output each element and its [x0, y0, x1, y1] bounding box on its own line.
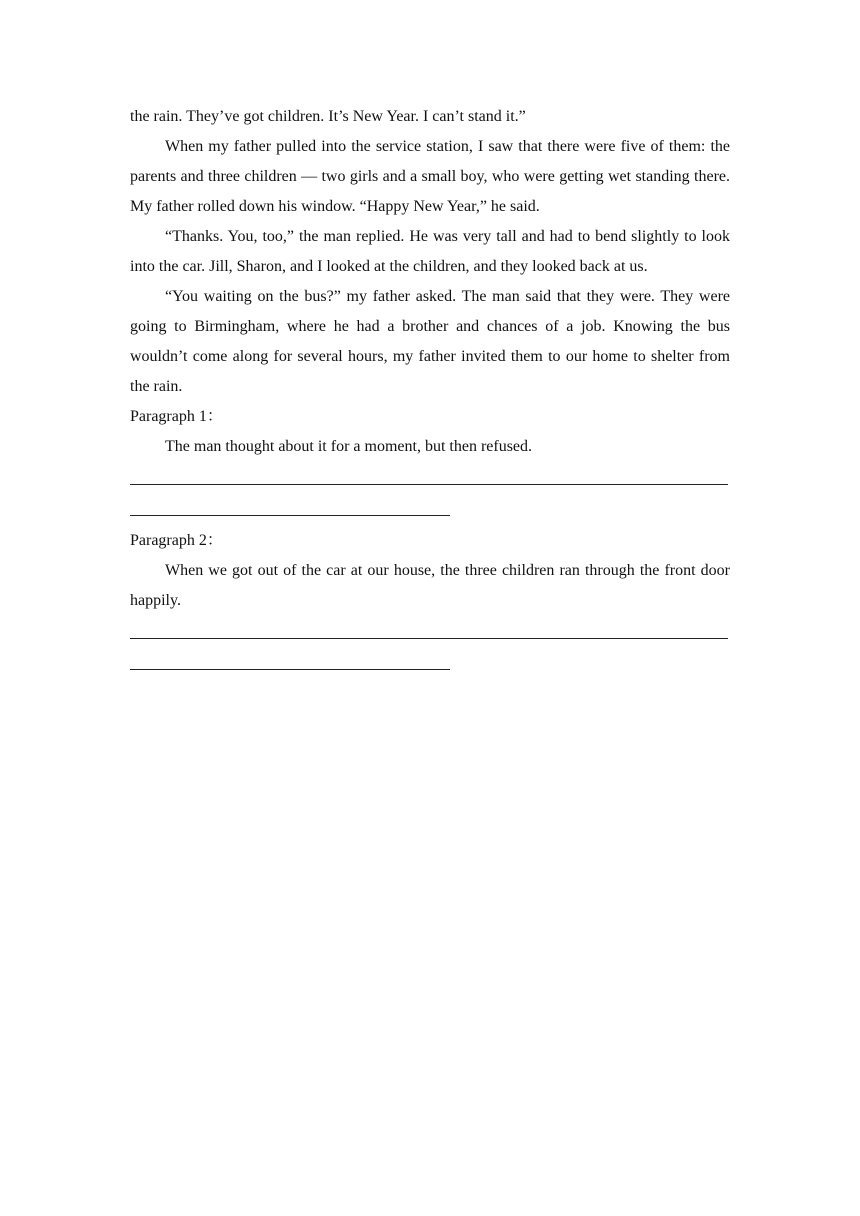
document-page [130, 102, 730, 670]
story-paragraph: “You waiting on the bus?” my father asked. The man said that they were. They were going to Birmingham, where he had a brother and chances of a job. Knowing the bus wouldn’t come along for several hours, my father invited them to our home to shelter from the rain. [130, 288, 730, 395]
answer-line[interactable] [130, 638, 728, 639]
story-paragraph: “Thanks. You, too,” the man replied. He was very tall and had to bend slightly to look into the car. Jill, Sharon, and I looked at the children, and they looked back at us. [130, 228, 730, 275]
paragraph-2-answer-area[interactable] [130, 616, 730, 670]
paragraph-1-answer-area[interactable] [130, 462, 730, 516]
answer-line[interactable] [130, 515, 450, 516]
paragraph-2-opening: When we got out of the car at our house, the three children ran through the front door happily. [130, 562, 730, 609]
answer-line[interactable] [130, 669, 450, 670]
story-paragraph: When my father pulled into the service station, I saw that there were five of them: the parents and three children — two girls and a small boy, who were getting wet standing there. My father rolled down his window. “Happy New Year,” he said. [130, 138, 730, 215]
answer-line[interactable] [130, 484, 728, 485]
story-text-continuation: the rain. They’ve got children. It’s New Year. I can’t stand it.” [130, 108, 526, 125]
paragraph-1-opening: The man thought about it for a moment, but then refused. [165, 438, 533, 455]
paragraph-2-label: Paragraph 2： [130, 532, 223, 549]
paragraph-1-label: Paragraph 1： [130, 408, 223, 425]
